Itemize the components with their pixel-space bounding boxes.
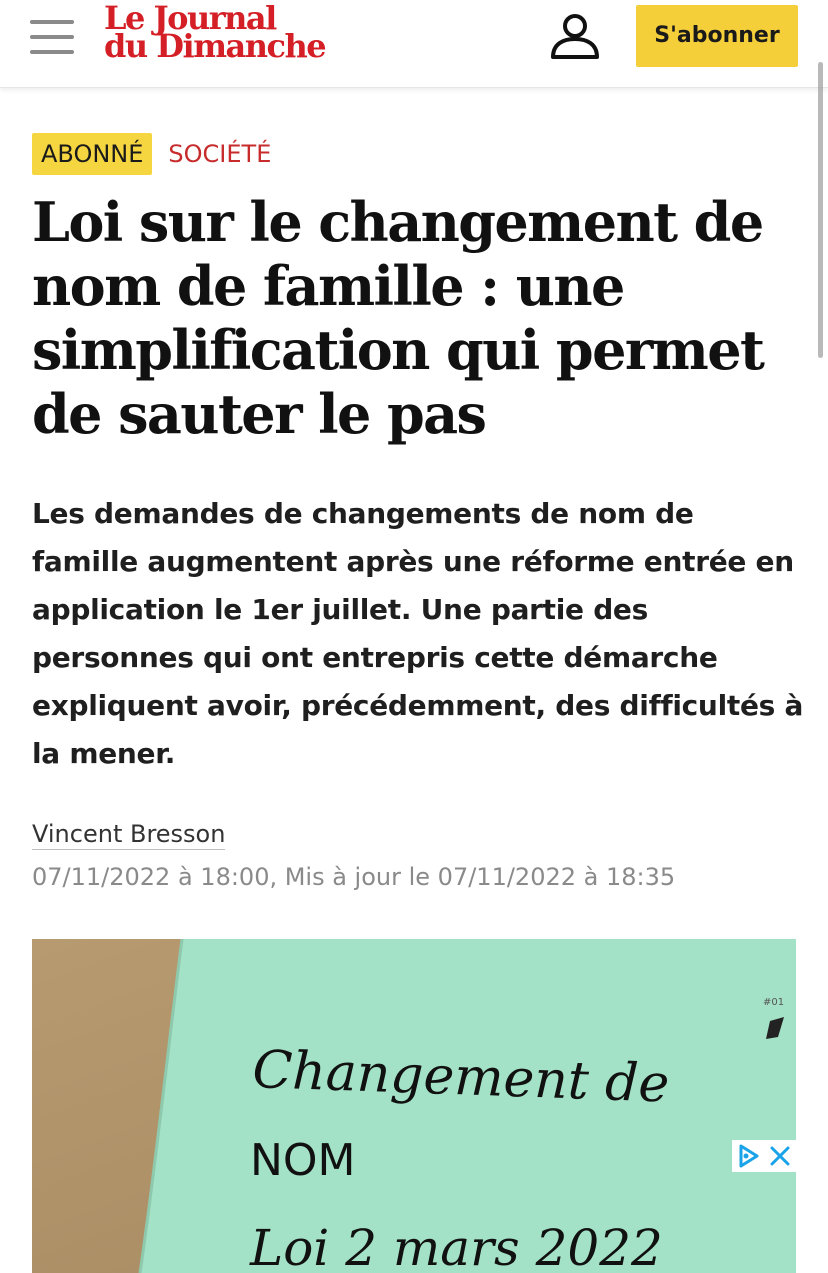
- photo-handwriting-line-1: Changement de: [251, 1040, 671, 1115]
- adchoices-icon[interactable]: [732, 1140, 764, 1172]
- user-icon[interactable]: [548, 12, 602, 62]
- author-link[interactable]: Vincent Bresson: [32, 820, 226, 848]
- category-link[interactable]: SOCIÉTÉ: [168, 140, 272, 168]
- logo-line-2: du Dimanche: [104, 27, 326, 65]
- logo-line-1: Le Journal: [104, 0, 276, 37]
- subscribe-button[interactable]: S'abonner: [636, 5, 798, 67]
- article-tags: [32, 133, 271, 175]
- article-lead: Les demandes de changements de nom de famille augmentent après une réforme entrée en application le 1er juillet. Une partie des personnes qui ont entrepris cette démarche expliquent avoir, précédemment, des difficultés à la mener.: [32, 497, 804, 770]
- close-icon[interactable]: [764, 1140, 796, 1172]
- photo-handwriting-line-2: NOM: [250, 1135, 356, 1186]
- hamburger-menu-icon[interactable]: [30, 20, 74, 54]
- photo-handwriting-line-3: Loi 2 mars 2022: [250, 1219, 663, 1273]
- site-logo[interactable]: [104, 0, 364, 65]
- ad-choices-bar: [732, 1140, 796, 1172]
- subscriber-badge: ABONNÉ: [32, 133, 152, 175]
- site-header: [0, 0, 828, 88]
- publication-dates: 07/11/2022 à 18:00, Mis à jour le 07/11/2022 à 18:35: [32, 863, 676, 891]
- scrollbar[interactable]: [818, 62, 823, 358]
- article-title: Loi sur le changement de nom de famille : une simplification qui permet de sauter le pas: [32, 190, 764, 446]
- article-photo: [32, 939, 796, 1273]
- photo-corner-mark: #01: [763, 997, 785, 1008]
